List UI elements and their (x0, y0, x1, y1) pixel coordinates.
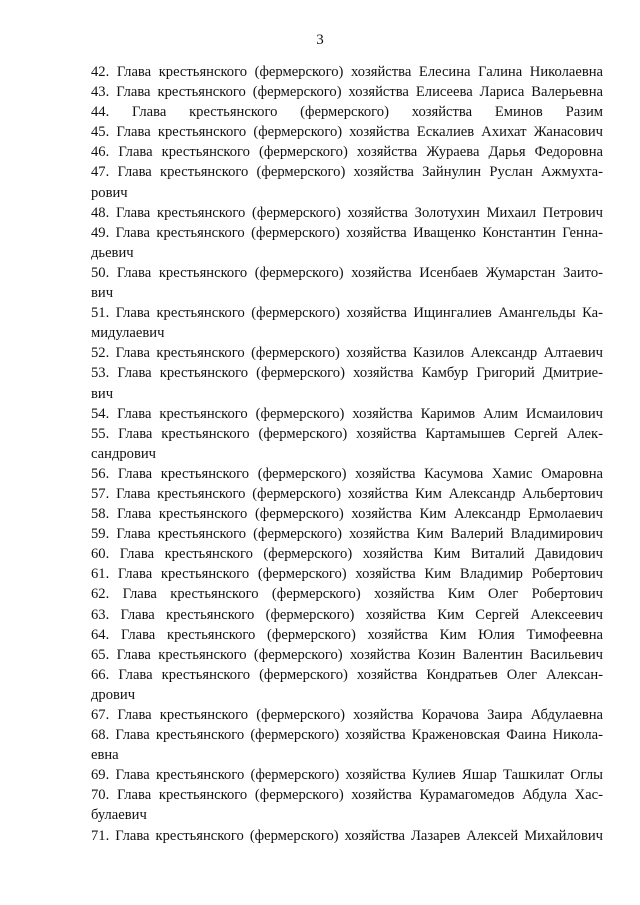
list-item-text: 44. Глава крестьянского (фермерского) хозяйства Еминов Разим (91, 104, 603, 121)
list-item-text: 48. Глава крестьянского (фермерского) хозяйства Золотухин Михаил Петрович (91, 204, 603, 221)
list-item (91, 625, 603, 645)
list-item (91, 544, 603, 564)
list-item (91, 82, 603, 102)
list-item-text: 59. Глава крестьянского (фермерского) хозяйства Ким Валерий Владимирович (91, 526, 603, 543)
list-item-text: 69. Глава крестьянского (фермерского) хозяйства Кулиев Яшар Ташкилат Оглы (91, 767, 603, 784)
list-item (91, 363, 603, 403)
list-item-text: 49. Глава крестьянского (фермерского) хозяйства Иващенко Константин Генна- (91, 224, 603, 241)
list-item-text: 45. Глава крестьянского (фермерского) хозяйства Ескалиев Ахихат Жанасович (91, 124, 603, 141)
list-item-continuation: рович (91, 184, 128, 201)
list-item-continuation: мидулаевич (91, 325, 165, 342)
list-item (91, 343, 603, 363)
list-item-text: 51. Глава крестьянского (фермерского) хозяйства Ищингалиев Амангельды Ка- (91, 305, 603, 322)
list-item (91, 263, 603, 303)
list-item (91, 404, 603, 424)
list-item (91, 705, 603, 725)
list-item-text: 64. Глава крестьянского (фермерского) хозяйства Ким Юлия Тимофеевна (91, 626, 603, 643)
list-item (91, 605, 603, 625)
list-item-text: 46. Глава крестьянского (фермерского) хозяйства Жураева Дарья Федоровна (91, 144, 603, 161)
list-item-continuation: вич (91, 385, 114, 402)
list-item (91, 524, 603, 544)
list-item-text: 66. Глава крестьянского (фермерского) хозяйства Кондратьев Олег Алексан- (91, 666, 603, 683)
list-item (91, 162, 603, 202)
list-item (91, 785, 603, 825)
list-item-text: 61. Глава крестьянского (фермерского) хозяйства Ким Владимир Робертович (91, 566, 603, 583)
list-item-text: 62. Глава крестьянского (фермерского) хозяйства Ким Олег Робертович (91, 586, 603, 603)
list-item (91, 665, 603, 705)
list-item-text: 52. Глава крестьянского (фермерского) хозяйства Казилов Александр Алтаевич (91, 345, 603, 362)
list-item-text: 60. Глава крестьянского (фермерского) хозяйства Ким Виталий Давидович (91, 546, 603, 563)
list-item (91, 62, 603, 82)
list-item-continuation: евна (91, 747, 119, 764)
list-item (91, 564, 603, 584)
list-item (91, 303, 603, 343)
list-item (91, 122, 603, 142)
list-item-text: 58. Глава крестьянского (фермерского) хозяйства Ким Александр Ермолаевич (91, 506, 603, 523)
list-item-text: 43. Глава крестьянского (фермерского) хозяйства Елисеева Лариса Валерьевна (91, 84, 603, 101)
list-item (91, 504, 603, 524)
list-item (91, 142, 603, 162)
list-item (91, 826, 603, 846)
page-number: 3 (316, 32, 324, 48)
list-item (91, 203, 603, 223)
list-item (91, 102, 603, 122)
list-item-text: 70. Глава крестьянского (фермерского) хозяйства Курамагомедов Абдула Хас- (91, 787, 603, 804)
list-item-continuation: булаевич (91, 807, 147, 824)
list-item-text: 50. Глава крестьянского (фермерского) хозяйства Исенбаев Жумарстан Заито- (91, 264, 603, 281)
list-item-text: 47. Глава крестьянского (фермерского) хозяйства Зайнулин Руслан Ажмухта- (91, 164, 603, 181)
list-item-text: 53. Глава крестьянского (фермерского) хозяйства Камбур Григорий Дмитрие- (91, 365, 603, 382)
list-item-text: 71. Глава крестьянского (фермерского) хозяйства Лазарев Алексей Михайлович (91, 827, 603, 844)
list-item-continuation: сандрович (91, 445, 157, 462)
list-item (91, 464, 603, 484)
list-item (91, 725, 603, 765)
list-item (91, 765, 603, 785)
list-item (91, 223, 603, 263)
list-item-text: 42. Глава крестьянского (фермерского) хозяйства Елесина Галина Николаевна (91, 64, 603, 80)
list-item-text: 55. Глава крестьянского (фермерского) хозяйства Картамышев Сергей Алек- (91, 425, 603, 442)
list-item-text: 68. Глава крестьянского (фермерского) хозяйства Краженовская Фаина Никола- (91, 727, 603, 744)
list-item (91, 424, 603, 464)
list-item-text: 57. Глава крестьянского (фермерского) хозяйства Ким Александр Альбертович (91, 485, 603, 502)
list-item-continuation: дьевич (91, 244, 134, 261)
list-item-text: 63. Глава крестьянского (фермерского) хозяйства Ким Сергей Алексеевич (91, 606, 603, 623)
list-item (91, 484, 603, 504)
list-item-continuation: вич (91, 285, 114, 302)
list-item-text: 67. Глава крестьянского (фермерского) хозяйства Корачова Заира Абдулаевна (91, 707, 603, 723)
list-item (91, 645, 603, 665)
list-item-text: 56. Глава крестьянского (фермерского) хозяйства Касумова Хамис Омаровна (91, 465, 603, 482)
list-item-text: 54. Глава крестьянского (фермерского) хозяйства Каримов Алим Исмаилович (91, 405, 603, 422)
list-item-text: 65. Глава крестьянского (фермерского) хозяйства Козин Валентин Васильевич (91, 646, 603, 663)
entry-list (91, 62, 603, 846)
list-item-continuation: дрович (91, 686, 136, 703)
list-item (91, 584, 603, 604)
